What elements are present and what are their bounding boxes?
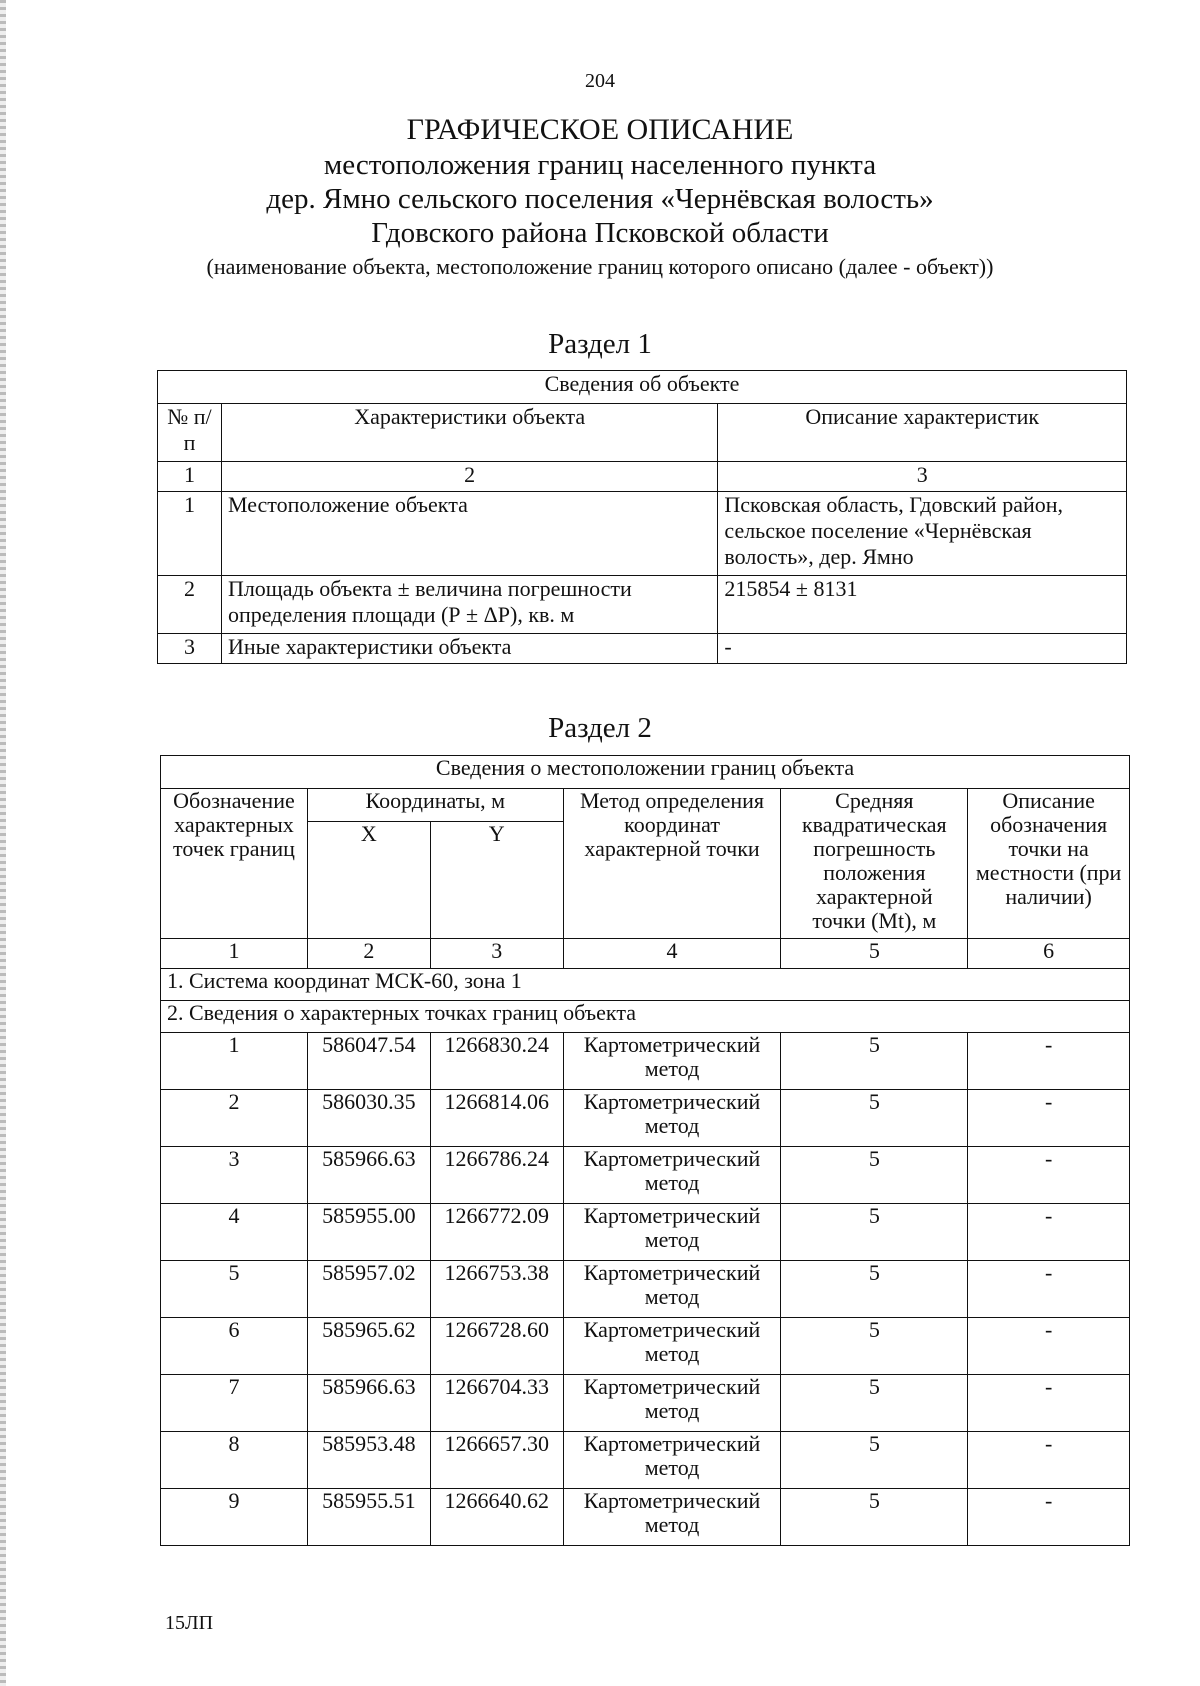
title-line-4: Гдовского района Псковской области	[371, 217, 829, 249]
point-error: 5	[781, 1261, 968, 1318]
points-body	[161, 1033, 1130, 1546]
point-error: 5	[781, 1090, 968, 1147]
point-x: 586030.35	[307, 1090, 430, 1147]
row-description: Псковская область, Гдовский район, сельское поселение «Чернёвская волость», дер. Ямно	[718, 492, 1127, 576]
point-number: 5	[161, 1261, 308, 1318]
point-method: Картометрический метод	[563, 1090, 781, 1147]
table-caption: Сведения об объекте	[158, 371, 1127, 404]
point-x: 585966.63	[307, 1147, 430, 1204]
header-x: X	[307, 822, 430, 939]
header-error: Средняя квадратическая погрешность положения характерной точки (Mt), м	[781, 789, 968, 939]
col-number: 1	[161, 939, 308, 969]
point-method: Картометрический метод	[563, 1318, 781, 1375]
point-number: 4	[161, 1204, 308, 1261]
object-info-table	[157, 370, 1127, 664]
row-description: -	[718, 634, 1127, 664]
header-description: Описание характеристик	[718, 404, 1127, 462]
point-y: 1266753.38	[430, 1261, 563, 1318]
point-method: Картометрический метод	[563, 1147, 781, 1204]
point-number: 6	[161, 1318, 308, 1375]
point-number: 1	[161, 1033, 308, 1090]
header-coordinates: Координаты, м	[307, 789, 563, 822]
col-number: 2	[221, 462, 717, 492]
point-method: Картометрический метод	[563, 1204, 781, 1261]
point-error: 5	[781, 1375, 968, 1432]
point-error: 5	[781, 1432, 968, 1489]
point-y: 1266728.60	[430, 1318, 563, 1375]
section1-heading: Раздел 1	[548, 328, 652, 360]
row-number: 2	[158, 576, 222, 634]
row-number: 1	[158, 492, 222, 576]
point-number: 8	[161, 1432, 308, 1489]
point-description: -	[968, 1204, 1130, 1261]
header-point-description: Описание обозначения точки на местности (при наличии)	[968, 789, 1130, 939]
header-y: Y	[430, 822, 563, 939]
col-number: 3	[718, 462, 1127, 492]
title-line-2: местоположения границ населенного пункта	[323, 149, 877, 181]
table-row	[161, 1147, 1130, 1204]
table-row	[161, 1090, 1130, 1147]
col-number: 6	[968, 939, 1130, 969]
point-x: 585957.02	[307, 1261, 430, 1318]
header-point: Обозначение характерных точек границ	[161, 789, 308, 939]
point-description: -	[968, 1147, 1130, 1204]
row-description: 215854 ± 8131	[718, 576, 1127, 634]
point-x: 585965.62	[307, 1318, 430, 1375]
col-number: 4	[563, 939, 781, 969]
point-error: 5	[781, 1318, 968, 1375]
title-line-3: дер. Ямно сельского поселения «Чернёвская волость»	[266, 183, 934, 215]
col-number: 3	[430, 939, 563, 969]
col-number: 1	[158, 462, 222, 492]
title-line-1: ГРАФИЧЕСКОЕ ОПИСАНИЕ	[406, 113, 794, 146]
table-row	[161, 1375, 1130, 1432]
point-error: 5	[781, 1033, 968, 1090]
point-x: 585966.63	[307, 1375, 430, 1432]
table-row	[161, 1033, 1130, 1090]
point-y: 1266640.62	[430, 1489, 563, 1546]
page-number: 204	[585, 70, 615, 92]
table-row	[161, 1318, 1130, 1375]
table-row	[161, 1261, 1130, 1318]
point-description: -	[968, 1432, 1130, 1489]
table-caption: Сведения о местоположении границ объекта	[161, 756, 1130, 789]
table-row	[161, 1432, 1130, 1489]
row-number: 3	[158, 634, 222, 664]
point-description: -	[968, 1090, 1130, 1147]
header-method: Метод определения координат характерной точки	[563, 789, 781, 939]
point-y: 1266786.24	[430, 1147, 563, 1204]
point-method: Картометрический метод	[563, 1261, 781, 1318]
point-method: Картометрический метод	[563, 1489, 781, 1546]
footer-code: 15ЛП	[165, 1612, 214, 1634]
point-number: 3	[161, 1147, 308, 1204]
section2-heading: Раздел 2	[548, 712, 652, 744]
col-number: 5	[781, 939, 968, 969]
coordinate-system-row: 1. Система координат МСК-60, зона 1	[161, 969, 1130, 1001]
col-number: 2	[307, 939, 430, 969]
point-y: 1266657.30	[430, 1432, 563, 1489]
point-number: 9	[161, 1489, 308, 1546]
document-title	[0, 112, 1200, 282]
point-description: -	[968, 1318, 1130, 1375]
point-description: -	[968, 1489, 1130, 1546]
point-description: -	[968, 1261, 1130, 1318]
boundary-points-table	[160, 755, 1130, 1546]
point-method: Картометрический метод	[563, 1432, 781, 1489]
point-x: 585955.00	[307, 1204, 430, 1261]
point-y: 1266704.33	[430, 1375, 563, 1432]
point-x: 585955.51	[307, 1489, 430, 1546]
point-number: 7	[161, 1375, 308, 1432]
point-error: 5	[781, 1147, 968, 1204]
table-row	[161, 1489, 1130, 1546]
point-number: 2	[161, 1090, 308, 1147]
point-description: -	[968, 1375, 1130, 1432]
row-characteristic: Иные характеристики объекта	[221, 634, 717, 664]
point-x: 585953.48	[307, 1432, 430, 1489]
row-characteristic: Местоположение объекта	[221, 492, 717, 576]
point-y: 1266830.24	[430, 1033, 563, 1090]
point-method: Картометрический метод	[563, 1375, 781, 1432]
row-characteristic: Площадь объекта ± величина погрешности определения площади (Р ± ΔР), кв. м	[221, 576, 717, 634]
point-description: -	[968, 1033, 1130, 1090]
table-row	[161, 1204, 1130, 1261]
point-method: Картометрический метод	[563, 1033, 781, 1090]
point-x: 586047.54	[307, 1033, 430, 1090]
point-y: 1266814.06	[430, 1090, 563, 1147]
point-error: 5	[781, 1204, 968, 1261]
points-section-row: 2. Сведения о характерных точках границ объекта	[161, 1001, 1130, 1033]
header-num: № п/п	[158, 404, 222, 462]
point-y: 1266772.09	[430, 1204, 563, 1261]
title-note: (наименование объекта, местоположение границ которого описано (далее - объект))	[206, 254, 994, 279]
header-characteristic: Характеристики объекта	[221, 404, 717, 462]
point-error: 5	[781, 1489, 968, 1546]
